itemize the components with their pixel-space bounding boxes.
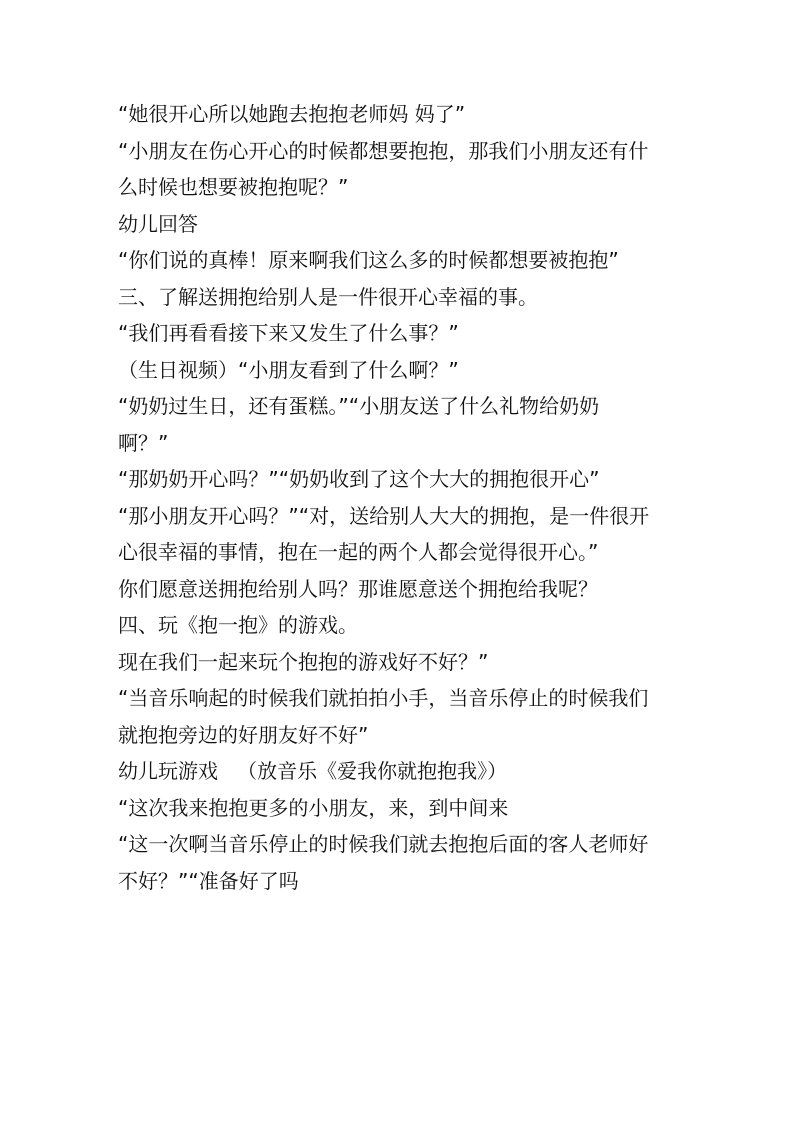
text-line: “那奶奶开心吗？”“奶奶收到了这个大大的拥抱很开心”: [118, 467, 600, 491]
text-line: 不好？”“准备好了吗: [118, 868, 299, 893]
text-line: “她很开心所以她跑去抱抱老师妈 妈了”: [118, 102, 466, 126]
text-line: “小朋友在伤心开心的时候都想要抱抱，那我们小朋友还有什: [118, 138, 649, 163]
text-line: “这一次啊当音乐停止的时候我们就去抱抱后面的客人老师好: [118, 832, 649, 856]
text-line: 幼儿玩游戏 （放音乐《爱我你就抱抱我》）: [118, 759, 508, 783]
text-line: “你们说的真棒！原来啊我们这么多的时候都想要被抱抱”: [118, 248, 619, 272]
document-body: [118, 96, 678, 899]
text-line: 啊？”: [118, 430, 169, 455]
section-heading: 四、玩《抱一抱》的游戏。: [118, 613, 358, 637]
text-line: 就抱抱旁边的好朋友好不好”: [118, 722, 369, 747]
text-line: 幼儿回答: [118, 211, 198, 236]
text-line: “奶奶过生日，还有蛋糕。”“小朋友送了什么礼物给奶奶: [118, 394, 600, 418]
text-line: 心很幸福的事情，抱在一起的两个人都会觉得很开心。”: [118, 540, 599, 564]
text-line: “当音乐响起的时候我们就拍拍小手，当音乐停止的时候我们: [118, 686, 649, 710]
text-line: “这次我来抱抱更多的小朋友，来，到中间来: [118, 795, 509, 820]
text-line: “那小朋友开心吗？”“对，送给别人大大的拥抱，是一件很开: [118, 503, 650, 528]
text-line: 你们愿意送拥抱给别人吗？那谁愿意送个拥抱给我呢？: [118, 576, 598, 601]
text-line: （生日视频）“小朋友看到了什么啊？”: [118, 357, 459, 382]
text-line: “我们再看看接下来又发生了什么事？”: [118, 321, 459, 345]
text-line: 现在我们一起来玩个抱抱的游戏好不好？”: [118, 649, 489, 674]
text-line: 么时候也想要被抱抱呢？”: [118, 175, 349, 199]
section-heading: 三、了解送拥抱给别人是一件很开心幸福的事。: [118, 284, 538, 309]
